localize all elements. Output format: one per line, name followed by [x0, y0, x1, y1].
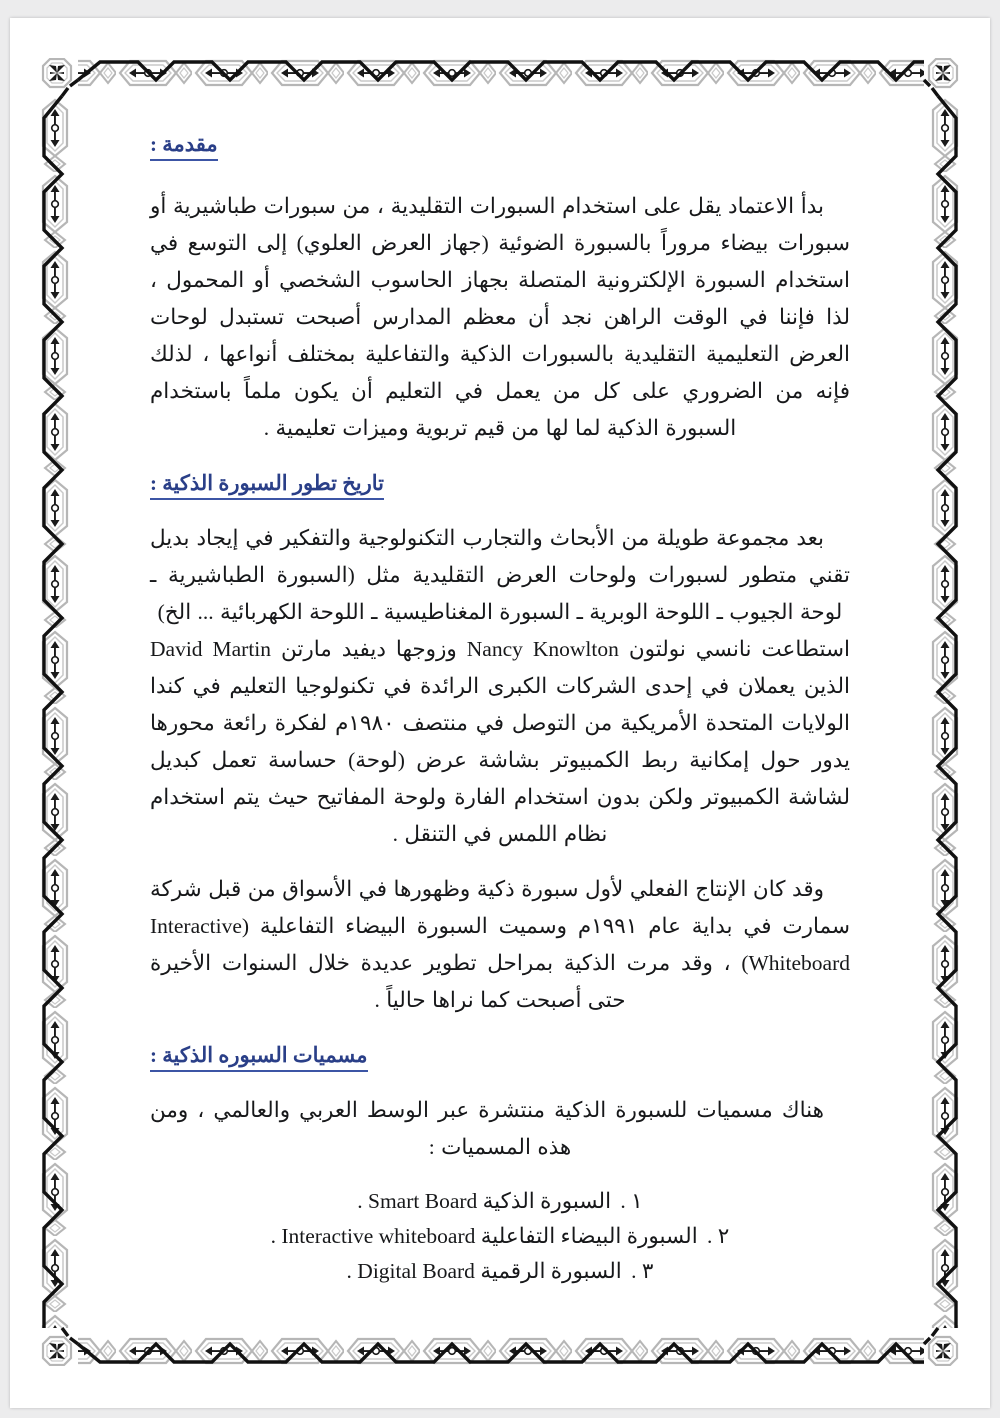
heading-intro-text: مقدمة :: [150, 130, 218, 161]
paragraph-history-1: بعد مجموعة طويلة من الأبحاث والتجارب التكنولوجية والتفكير في إيجاد بديل تقني متطور لسبورات ولوحات العرض التقليدية مثل (السبورة الطباشيرية ـ لوحة الجيوب ـ اللوحة الوبرية ـ السبورة المغناطيسية ـ اللوحة الكهربائية ... الخ): [150, 526, 850, 625]
list-item-arabic: السبورة البيضاء التفاعلية: [480, 1224, 698, 1249]
list-item-latin: Digital Board: [357, 1259, 475, 1283]
list-item-number: ٢ .: [707, 1224, 730, 1249]
smart-board-names-list: [150, 1184, 850, 1288]
heading-names-text: مسميات السبوره الذكية :: [150, 1041, 368, 1072]
list-item-number: ٣ .: [631, 1259, 654, 1283]
spacer: [150, 447, 850, 469]
list-item: [150, 1254, 850, 1289]
list-item-terminator: .: [357, 1189, 363, 1214]
spacer: [150, 1166, 850, 1184]
list-item-terminator: .: [346, 1259, 352, 1283]
list-item-latin: Smart Board: [368, 1189, 478, 1214]
spacer: [150, 1072, 850, 1092]
document-body: [150, 130, 850, 1310]
spacer: [150, 161, 850, 188]
spacer: [150, 1019, 850, 1041]
list-item-latin: Interactive whiteboard: [281, 1224, 476, 1249]
list-item: [150, 1219, 850, 1254]
heading-history-text: تاريخ تطور السبورة الذكية :: [150, 469, 384, 500]
paragraph-names-1: هناك مسميات للسبورة الذكية منتشرة عبر الوسط العربي والعالمي ، ومن هذه المسميات :: [150, 1098, 824, 1160]
list-item-arabic: السبورة الذكية: [482, 1189, 612, 1214]
paragraph-history-2: استطاعت نانسي نولتون Nancy Knowlton وزوجها ديفيد مارتن David Martin الذين يعملان في إحدى الشركات الكبرى الرائدة في تكنولوجيا التعليم في كندا الولايات المتحدة الأمريكية من التوصل في منتصف ١٩٨٠م لفكرة رائعة محورها يدور حول إمكانية ربط الكمبيوتر بشاشة عرض (لوحة) حساسة تعمل كبديل لشاشة الكمبيوتر ولكن بدون استخدام الفارة ولوحة المفاتيح حيث يتم استخدام نظام اللمس في التنقل .: [150, 637, 850, 847]
list-item-number: ١ .: [620, 1189, 643, 1214]
paragraph-history-3: وقد كان الإنتاج الفعلي لأول سبورة ذكية وظهورها في الأسواق من قبل شركة سمارت في بداية عام ١٩٩١م وسميت السبورة البيضاء التفاعلية (Interactive Whiteboard) ، وقد مرت الذكية بمراحل تطوير عديدة خلال السنوات الأخيرة حتى أصبحت كما نراها حالياً .: [150, 877, 850, 1013]
paragraph-intro-1: بدأ الاعتماد يقل على استخدام السبورات التقليدية ، من سبورات طباشيرية أو سبورات بيضاء مروراً بالسبورة الضوئية (جهاز العرض العلوي) إلى التوسع في استخدام السبورة الإلكترونية المتصلة بجهاز الحاسوب الشخصي أو المحمول ، لذا فإننا في الوقت الراهن نجد أن معظم المدارس أصبحت تستبدل لوحات العرض التعليمية التقليدية بالسبورات الذكية والتفاعلية بمختلف أنواعها ، لذلك فإنه من الضروري على كل من يعمل في التعليم أن يكون ملماً باستخدام السبورة الذكية لما لها من قيم تربوية وميزات تعليمية .: [150, 194, 850, 441]
list-item-terminator: .: [270, 1224, 276, 1249]
spacer: [150, 500, 850, 520]
list-item-arabic: السبورة الرقمية: [480, 1259, 622, 1283]
list-item: [150, 1184, 850, 1219]
spacer: [150, 853, 850, 871]
heading-intro: [150, 130, 850, 161]
heading-names: [150, 1041, 850, 1072]
heading-history: [150, 469, 850, 500]
